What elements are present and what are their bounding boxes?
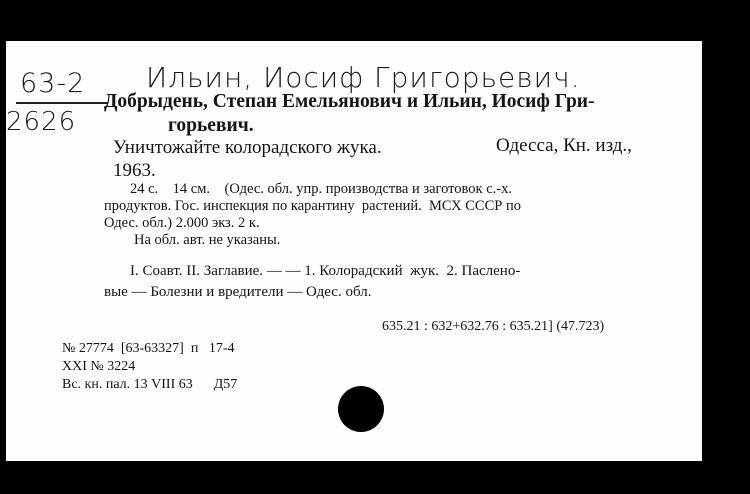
collation-line3: Одес. обл.) 2.000 экз. 2 к. (104, 215, 260, 231)
handwritten-name: Ильин, Иосиф Григорьевич. (146, 61, 581, 94)
handwritten-code-top: 63-2 (20, 68, 86, 99)
handwritten-underline (16, 102, 108, 104)
handwritten-code-bottom: 2626 (6, 107, 77, 137)
classification-index: 635.21 : 632+632.76 : 635.21] (47.723) (382, 319, 605, 334)
collation-line1: 24 с. 14 см. (Одес. обл. упр. производства и заготовок с.-х. (130, 181, 512, 197)
tracing-line1: I. Соавт. II. Заглавие. — — 1. Колорадский жук. 2. Пасленo- (130, 263, 521, 279)
footer-line3: Вс. кн. пал. 13 VIII 63 Д57 (62, 377, 238, 392)
tracing-line2: вые — Болезни и вредители — Одес. обл. (104, 284, 372, 300)
collation-line2: продуктов. Гос. инспекция по карантину растений. МСХ СССР по (104, 198, 521, 214)
note: На обл. авт. не указаны. (134, 232, 281, 248)
imprint: Одесса, Кн. изд., (496, 135, 632, 156)
footer-line2: XXI № 3224 (62, 359, 136, 374)
book-title: Уничтожайте колорадского жука. (113, 137, 382, 158)
year: 1963. (113, 160, 156, 181)
footer-line1: № 27774 [63-63327] п 17-4 (62, 341, 235, 356)
entry-heading-line2: горьевич. (168, 115, 254, 136)
punch-hole (338, 386, 384, 432)
entry-heading-line1: Добрыдень, Степан Емельянович и Ильин, Иосиф Гри- (104, 91, 595, 112)
catalog-card (6, 41, 702, 461)
